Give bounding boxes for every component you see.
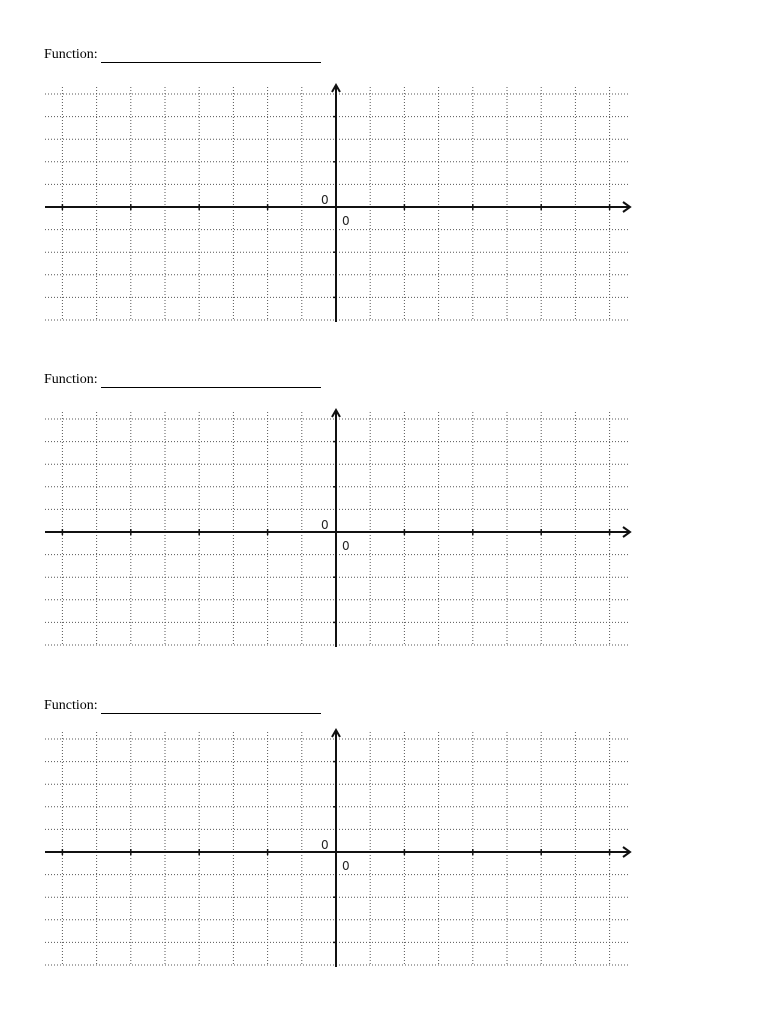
x-origin-label: 0 [342,859,350,873]
axes [45,730,630,967]
function-label: Function: [44,372,98,387]
grid-svg-2 [0,325,768,665]
function-label: Function: [44,698,98,713]
y-origin-label: 0 [321,193,329,207]
y-origin-label: 0 [321,838,329,852]
grid-svg-1 [0,0,768,340]
axes [45,410,630,647]
grid-svg-3 [0,645,768,985]
y-origin-label: 0 [321,518,329,532]
function-label: Function: [44,47,98,62]
x-origin-label: 0 [342,214,350,228]
coordinate-grid-3 [0,645,768,985]
x-origin-label: 0 [342,539,350,553]
coordinate-grid-1 [0,0,768,340]
axes [45,85,630,322]
coordinate-grid-2 [0,325,768,665]
